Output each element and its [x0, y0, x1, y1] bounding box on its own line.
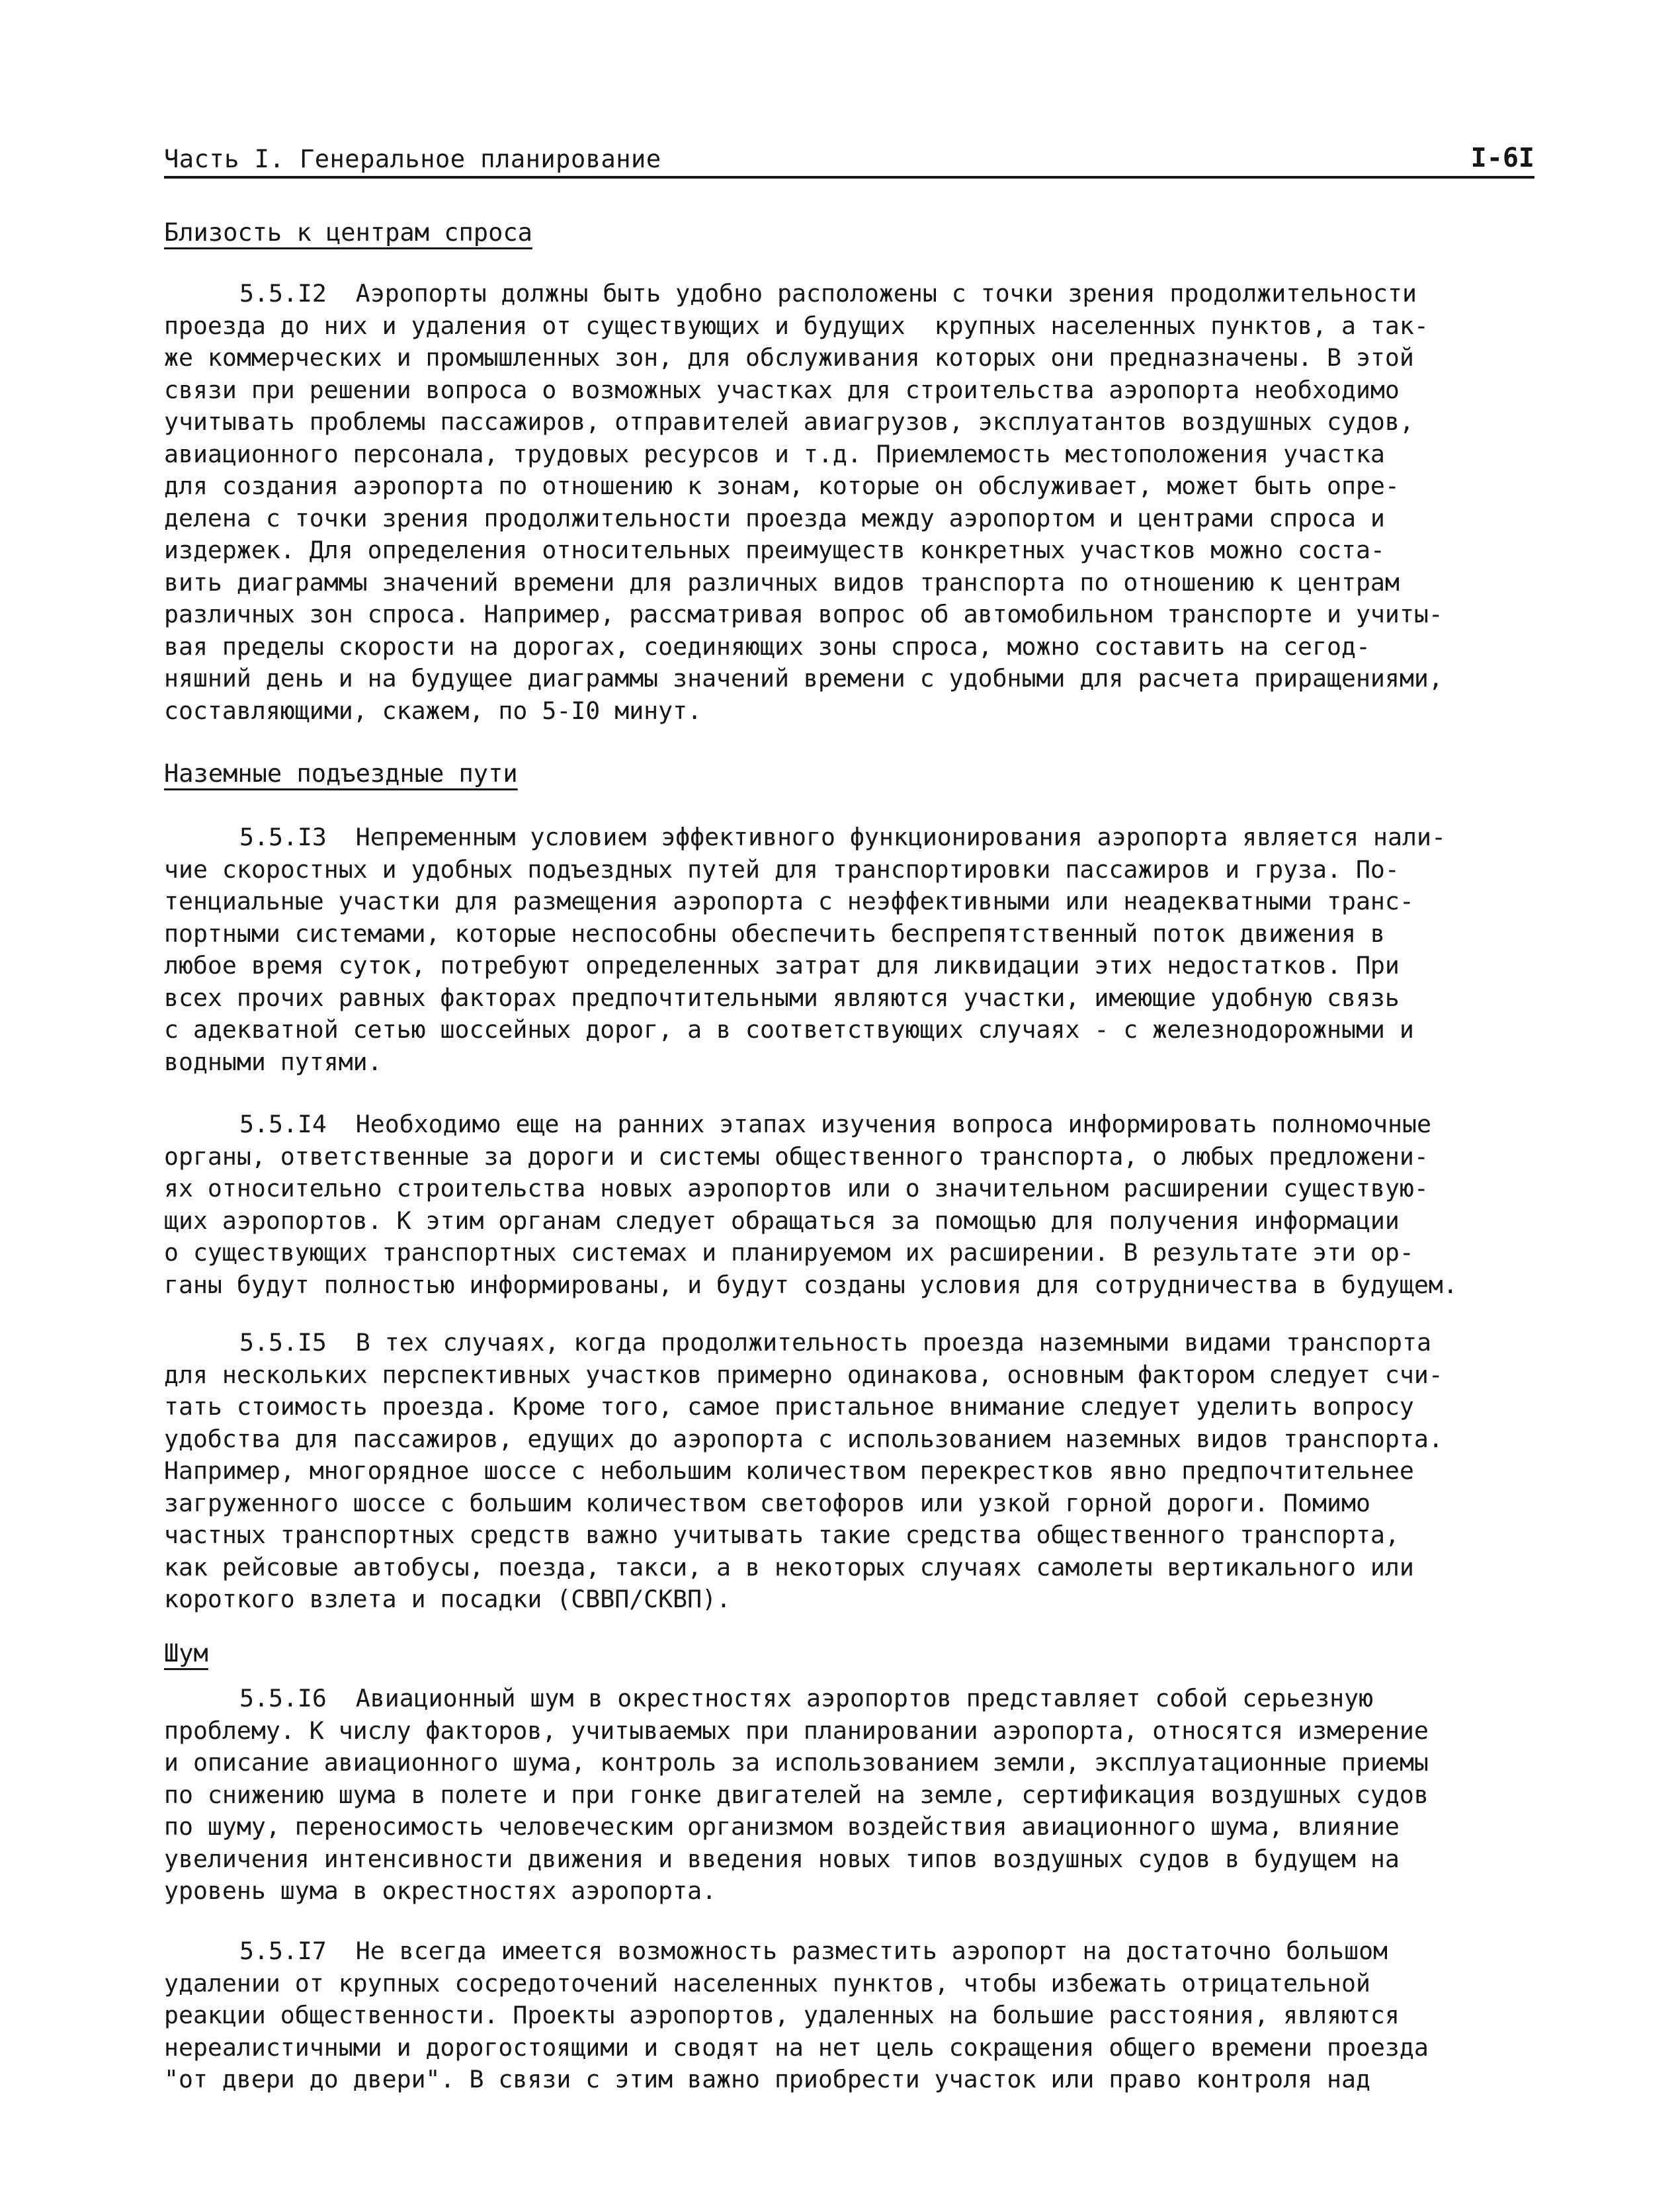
- paragraph-line: 5.5.I2 Аэропорты должны быть удобно расположены с точки зрения продолжительности: [239, 279, 1417, 308]
- paragraph-line: удалении от крупных сосредоточений населенных пунктов, чтобы избежать отрицательной: [164, 1968, 1370, 1998]
- paragraph-line: связи при решении вопроса о возможных участках для строительства аэропорта необходимо: [164, 375, 1400, 404]
- page-number: I-6I: [1470, 143, 1534, 173]
- paragraph-line: вить диаграммы значений времени для различных видов транспорта по отношению к центрам: [164, 568, 1400, 597]
- paragraph-line: по шуму, переносимость человеческим организмом воздействия авиационного шума, влияние: [164, 1812, 1400, 1841]
- paragraph-line: о существующих транспортных системах и планируемом их расширении. В результате эти ор-: [164, 1238, 1414, 1267]
- paragraph-line: по снижению шума в полете и при гонке двигателей на земле, сертификация воздушных судов: [164, 1780, 1429, 1809]
- paragraph-line: портными системами, которые неспособны обеспечить беспрепятственный поток движения в: [164, 919, 1385, 948]
- paragraph-line: авиационного персонала, трудовых ресурсов и т.д. Приемлемость местоположения участка: [164, 439, 1385, 468]
- paragraph-line: ях относительно строительства новых аэропортов или о значительном расширении существую-: [164, 1174, 1429, 1202]
- paragraph-line: проблему. К числу факторов, учитываемых при планировании аэропорта, относятся измерение: [164, 1716, 1429, 1745]
- paragraph-line: любое время суток, потребуют определенных затрат для ликвидации этих недостатков. При: [164, 951, 1400, 980]
- paragraph-line: для создания аэропорта по отношению к зонам, которые он обслуживает, может быть опре-: [164, 472, 1400, 500]
- paragraph-line: короткого взлета и посадки (СВВП/СКВП).: [164, 1585, 732, 1613]
- page-header: [164, 139, 1534, 179]
- paragraph-line: же коммерческих и промышленных зон, для обслуживания которых они предназначены. В этой: [164, 343, 1414, 372]
- paragraph-line: составляющими, скажем, по 5-I0 минут.: [164, 696, 702, 725]
- paragraph-line: "от двери до двери". В связи с этим важно приобрести участок или право контроля над: [164, 2065, 1370, 2093]
- section-heading-ground-access: Наземные подъездные пути: [164, 759, 518, 788]
- paragraph-line: 5.5.I5 В тех случаях, когда продолжительность проезда наземными видами транспорта: [239, 1328, 1431, 1357]
- paragraph-line: и описание авиационного шума, контроль за использованием земли, эксплуатационные приемы: [164, 1748, 1429, 1777]
- paragraph-line: уровень шума в окрестностях аэропорта.: [164, 1876, 717, 1905]
- paragraph-line: водными путями.: [164, 1047, 382, 1076]
- paragraph-line: 5.5.I3 Непременным условием эффективного функционирования аэропорта является нали-: [239, 823, 1446, 851]
- header-title: Часть I. Генеральное планирование: [164, 145, 661, 173]
- paragraph-5-5-17: [164, 1935, 1553, 2096]
- paragraph-line: 5.5.I4 Необходимо еще на ранних этапах изучения вопроса информировать полномочные: [239, 1110, 1431, 1138]
- paragraph-line: для нескольких перспективных участков примерно одинакова, основным фактором следует счи-: [164, 1360, 1443, 1389]
- paragraph-line: всех прочих равных факторах предпочтительными являются участки, имеющие удобную связь: [164, 983, 1400, 1012]
- paragraph-5-5-12: [164, 278, 1553, 727]
- paragraph-5-5-15: [164, 1327, 1553, 1616]
- paragraph-line: делена с точки зрения продолжительности проезда между аэропортом и центрами спроса и: [164, 503, 1385, 532]
- paragraph-line: увеличения интенсивности движения и введения новых типов воздушных судов в будущем на: [164, 1844, 1400, 1873]
- paragraph-line: удобства для пассажиров, едущих до аэропорта с использованием наземных видов транспорта.: [164, 1424, 1443, 1453]
- section-heading-noise: Шум: [164, 1639, 208, 1667]
- paragraph-5-5-14: [164, 1109, 1553, 1301]
- paragraph-line: тать стоимость проезда. Кроме того, самое пристальное внимание следует уделить вопросу: [164, 1392, 1414, 1421]
- paragraph-line: проезда до них и удаления от существующих и будущих крупных населенных пунктов, а так-: [164, 311, 1429, 340]
- paragraph-line: чие скоростных и удобных подъездных путей для транспортировки пассажиров и груза. По-: [164, 855, 1400, 884]
- paragraph-line: частных транспортных средств важно учитывать такие средства общественного транспорта,: [164, 1521, 1400, 1549]
- paragraph-line: издержек. Для определения относительных преимуществ конкретных участков можно соста-: [164, 536, 1385, 564]
- paragraph-line: ганы будут полностью информированы, и будут созданы условия для сотрудничества в будущем.: [164, 1270, 1458, 1299]
- paragraph-5-5-13: [164, 821, 1553, 1078]
- paragraph-line: щих аэропортов. К этим органам следует обращаться за помощью для получения информации: [164, 1206, 1400, 1235]
- paragraph-line: органы, ответственные за дороги и системы общественного транспорта, о любых предложени-: [164, 1142, 1429, 1171]
- paragraph-line: как рейсовые автобусы, поезда, такси, а в некоторых случаях самолеты вертикального или: [164, 1552, 1414, 1581]
- paragraph-line: учитывать проблемы пассажиров, отправителей авиагрузов, эксплуатантов воздушных судов,: [164, 407, 1414, 436]
- paragraph-line: загруженного шоссе с большим количеством светофоров или узкой горной дороги. Помимо: [164, 1488, 1370, 1517]
- paragraph-line: различных зон спроса. Например, рассматривая вопрос об автомобильном транспорте и учиты-: [164, 600, 1443, 628]
- paragraph-line: вая пределы скорости на дорогах, соединяющих зоны спроса, можно составить на сегод-: [164, 632, 1370, 661]
- paragraph-5-5-16: [164, 1683, 1553, 1908]
- paragraph-line: 5.5.I6 Авиационный шум в окрестностях аэропортов представляет собой серьезную: [239, 1684, 1374, 1712]
- paragraph-line: Например, многорядное шоссе с небольшим количеством перекрестков явно предпочтительнее: [164, 1456, 1414, 1485]
- paragraph-line: няшний день и на будущее диаграммы значений времени с удобными для расчета приращениями,: [164, 664, 1443, 693]
- section-heading-demand-centers: Близость к центрам спроса: [164, 218, 532, 247]
- paragraph-line: нереалистичными и дорогостоящими и сводят на нет цель сокращения общего времени проезда: [164, 2033, 1429, 2062]
- paragraph-line: тенциальные участки для размещения аэропорта с неэффективными или неадекватными транс-: [164, 887, 1414, 915]
- paragraph-line: реакции общественности. Проекты аэропортов, удаленных на большие расстояния, являются: [164, 2001, 1400, 2029]
- paragraph-line: с адекватной сетью шоссейных дорог, а в соответствующих случаях - с железнодорожными и: [164, 1015, 1414, 1044]
- paragraph-line: 5.5.I7 Не всегда имеется возможность разместить аэропорт на достаточно большом: [239, 1937, 1388, 1965]
